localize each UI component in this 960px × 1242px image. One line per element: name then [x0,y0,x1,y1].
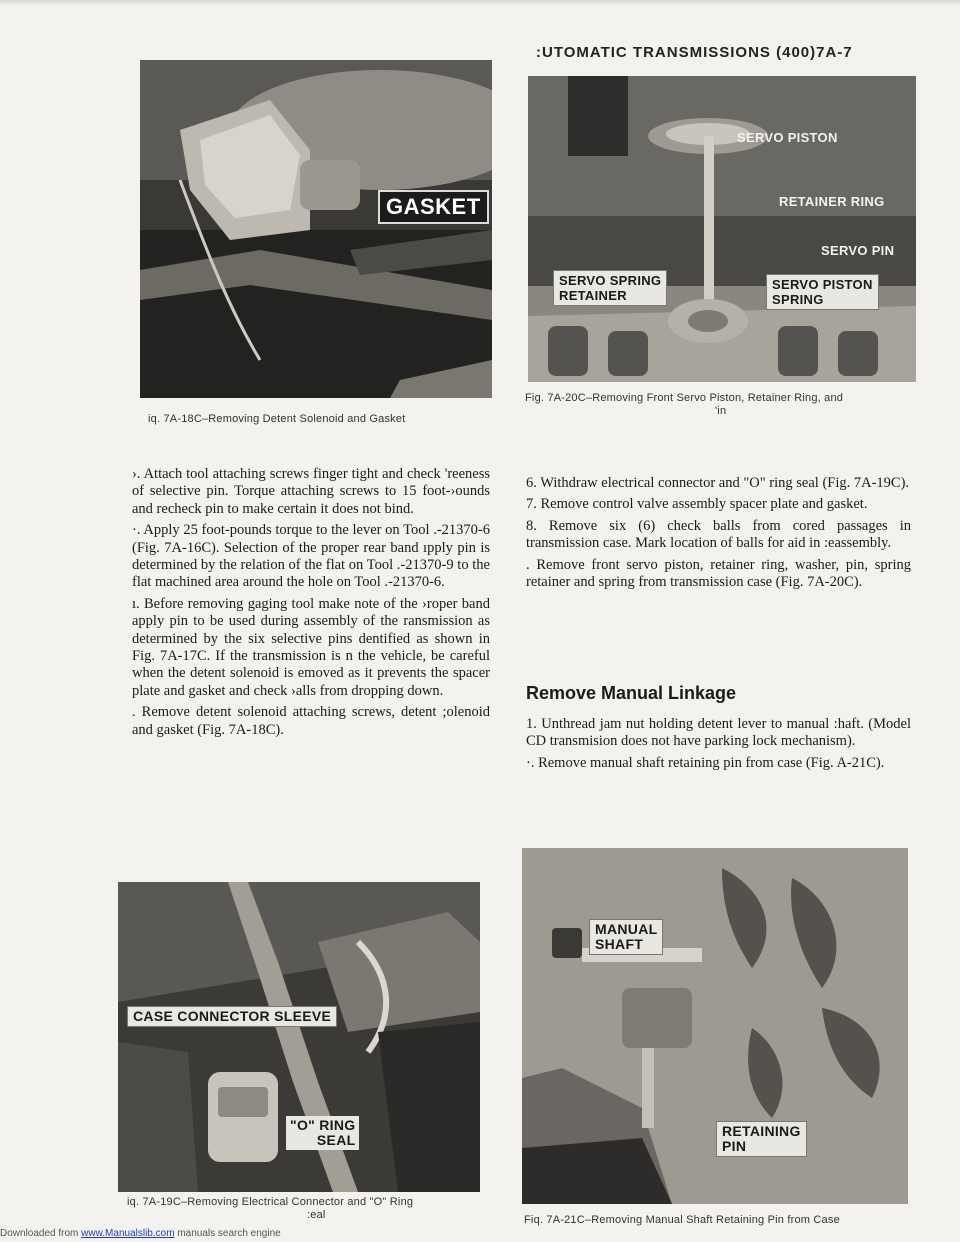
retaining-pin-callout [716,1121,807,1157]
left-paragraph-1: ›. Attach tool attaching screws finger tight and check 'reeness of selective pin. Torque attaching screws to 15 foot-›ounds and recheck pin to make certain it does not bind. [132,466,490,517]
footer-prefix: Downloaded from [0,1228,82,1239]
case-connector-sleeve-callout: CASE CONNECTOR SLEEVE [127,1006,337,1027]
right-paragraph-linkage-1: 1. Unthread jam nut holding detent lever to manual :haft. (Model CD transmision does not have parking lock mechanism). [526,716,911,750]
retaining-pin-line1: RETAINING [722,1123,801,1139]
right-paragraph-8: 8. Remove six (6) check balls from cored passages in transmission case. Mark location of balls for aid in :eassembly. [526,517,911,552]
manual-shaft-line1: MANUAL [595,921,658,937]
servo-spring-retainer-callout [553,270,667,306]
page-top-edge [0,0,960,6]
figure-7a-20c-caption [525,392,925,418]
figure-7a-19c-caption-line1: iq. 7A-19C–Removing Electrical Connector and "O" Ring [127,1196,414,1208]
download-footer [0,1228,281,1239]
figure-7a-19c-caption [127,1196,479,1222]
running-header: :UTOMATIC TRANSMISSIONS (400)7A-7 [536,44,853,61]
servo-piston-spring-line2: SPRING [772,292,824,307]
figure-7a-20c-caption-line1: Fig. 7A-20C–Removing Front Servo Piston, Retainer Ring, and [525,392,844,404]
figure-7a-18c-photo [140,60,492,398]
retaining-pin-line2: PIN [722,1138,747,1154]
servo-piston-spring-line1: SERVO PISTON [772,277,873,292]
servo-pin-callout: SERVO PIN [821,243,895,258]
figure-7a-18c-caption: iq. 7A-18C–Removing Detent Solenoid and Gasket [148,413,406,425]
right-paragraph-9: . Remove front servo piston, retainer ring, washer, pin, spring retainer and spring from transmission case (Fig. 7A-20C). [526,556,911,591]
left-paragraph-3: ı. Before removing gaging tool make note of the ›roper band apply pin to be used during assembly of the ransmission as determined by the six selective pins dentified as shown in Fig. 7A-17C. If the transmission is n the vehicle, be careful when the detent solenoid is emoved as it prevents the spacer plate and gasket and check ›alls from dropping down. [132,595,490,699]
servo-piston-callout: SERVO PISTON [737,130,838,145]
right-paragraph-linkage-2: ·. Remove manual shaft retaining pin from case (Fig. A-21C). [526,754,885,771]
figure-7a-20c-photo [528,76,916,382]
left-column-text [132,466,490,743]
servo-piston-spring-callout [766,274,879,310]
o-ring-seal-callout [286,1116,359,1150]
gasket-callout: GASKET [378,190,489,224]
manual-shaft-callout [589,919,663,955]
section-heading-remove-manual-linkage: Remove Manual Linkage [526,683,737,703]
right-column-text-bottom [526,716,911,776]
manual-shaft-line2: SHAFT [595,936,644,952]
right-paragraph-6: 6. Withdraw electrical connector and "O" ring seal (Fig. 7A-19C). [526,475,910,491]
figure-7a-20c-caption-line2: 'in [715,405,727,417]
o-ring-seal-line2: SEAL [316,1132,356,1148]
left-paragraph-2: ·. Apply 25 foot-pounds torque to the lever on Tool .-21370-6 (Fig. 7A-16C). Selection of the proper rear band ıpply pin is determined by the relation of the flat on Tool .-21370-9 to the flat machined area around the hole on Tool .-21370-6. [132,522,490,591]
left-paragraph-4: . Remove detent solenoid attaching screws, detent ;olenoid and gasket (Fig. 7A-18C). [132,704,490,738]
right-paragraph-7: 7. Remove control valve assembly spacer plate and gasket. [526,496,868,513]
manualslib-link[interactable]: www.Manualslib.com [81,1228,175,1239]
o-ring-seal-line1: "O" RING [290,1117,356,1133]
retainer-ring-callout: RETAINER RING [779,194,885,209]
servo-spring-retainer-line2: RETAINER [559,288,627,303]
footer-suffix: manuals search engine [174,1228,281,1239]
right-column-text-top [526,475,911,595]
servo-spring-retainer-line1: SERVO SPRING [559,273,662,288]
figure-7a-19c-caption-line2: :eal [307,1209,326,1221]
figure-7a-21c-photo [522,848,908,1204]
figure-7a-21c-caption: Fiq. 7A-21C–Removing Manual Shaft Retaining Pin from Case [524,1214,840,1226]
